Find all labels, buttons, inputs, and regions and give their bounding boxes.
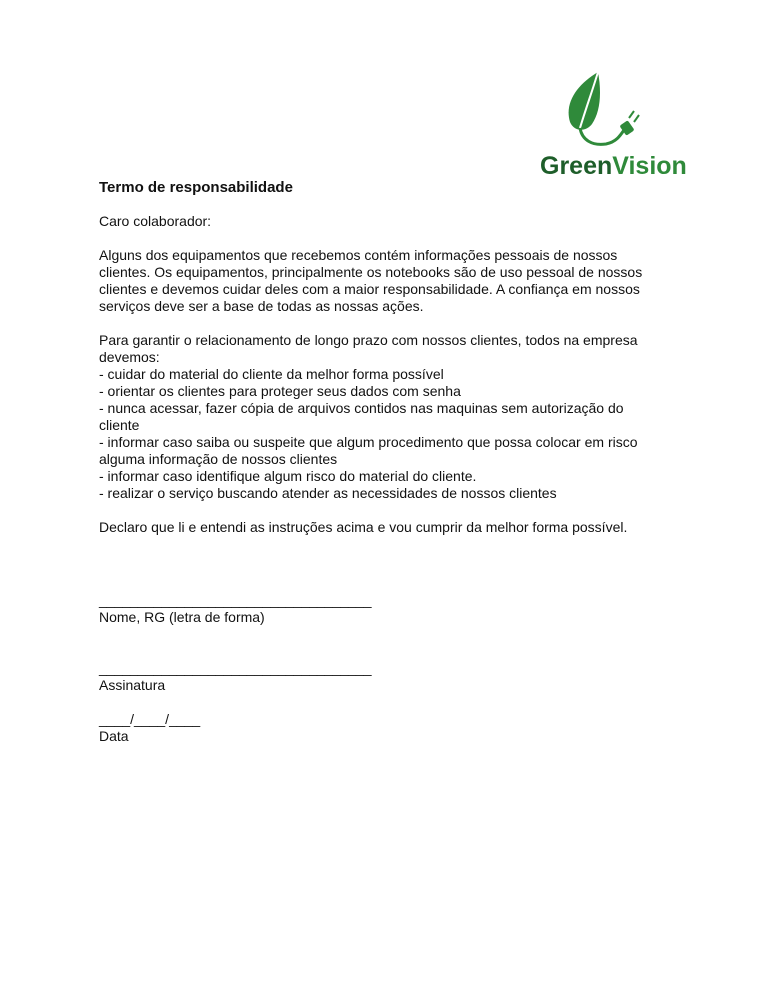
signature-field-line[interactable]: ___________________________________ [99, 660, 372, 676]
date-field-line[interactable]: ____/____/____ [99, 711, 201, 727]
list-item: alguma informação de nossos clientes [99, 451, 338, 467]
paragraph-line: clientes e devemos cuidar deles com a maior responsabilidade. A confiança em nossos [99, 281, 640, 297]
paragraph-intro [99, 247, 659, 315]
name-field-line[interactable]: ___________________________________ [99, 592, 372, 608]
date-field-label: Data [99, 728, 129, 744]
brand-name-vision: Vision [612, 152, 687, 180]
list-item: - informar caso identifique algum risco do material do cliente. [99, 468, 477, 484]
paragraph-line: devemos: [99, 349, 160, 365]
list-item: cliente [99, 417, 140, 433]
leaf-plug-icon [528, 66, 687, 184]
name-field-label: Nome, RG (letra de forma) [99, 609, 265, 625]
list-item: - informar caso saiba ou suspeite que algum procedimento que possa colocar em risco [99, 434, 638, 450]
list-item: - nunca acessar, fazer cópia de arquivos contidos nas maquinas sem autorização do [99, 400, 624, 416]
declaration: Declaro que li e entendi as instruções acima e vou cumprir da melhor forma possível. [99, 519, 628, 535]
list-item: - orientar os clientes para proteger seus dados com senha [99, 383, 461, 399]
signature-field-label: Assinatura [99, 677, 166, 693]
brand-name-green: Green [540, 152, 613, 180]
svg-text:GreenVision [540, 152, 687, 180]
list-item: - realizar o serviço buscando atender as necessidades de nossos clientes [99, 485, 557, 501]
paragraph-line: Para garantir o relacionamento de longo prazo com nossos clientes, todos na empresa [99, 332, 638, 348]
paragraph-line: clientes. Os equipamentos, principalmente os notebooks são de uso pessoal de nossos [99, 264, 643, 280]
document-body [99, 179, 659, 745]
paragraph-line: Alguns dos equipamentos que recebemos contém informações pessoais de nossos [99, 247, 618, 263]
greeting: Caro colaborador: [99, 213, 212, 229]
list-item: - cuidar do material do cliente da melhor forma possível [99, 366, 444, 382]
greenvision-logo [528, 66, 687, 184]
page-title: Termo de responsabilidade [99, 179, 293, 196]
paragraph-duties [99, 332, 659, 502]
paragraph-line: serviços deve ser a base de todas as nossas ações. [99, 298, 424, 314]
